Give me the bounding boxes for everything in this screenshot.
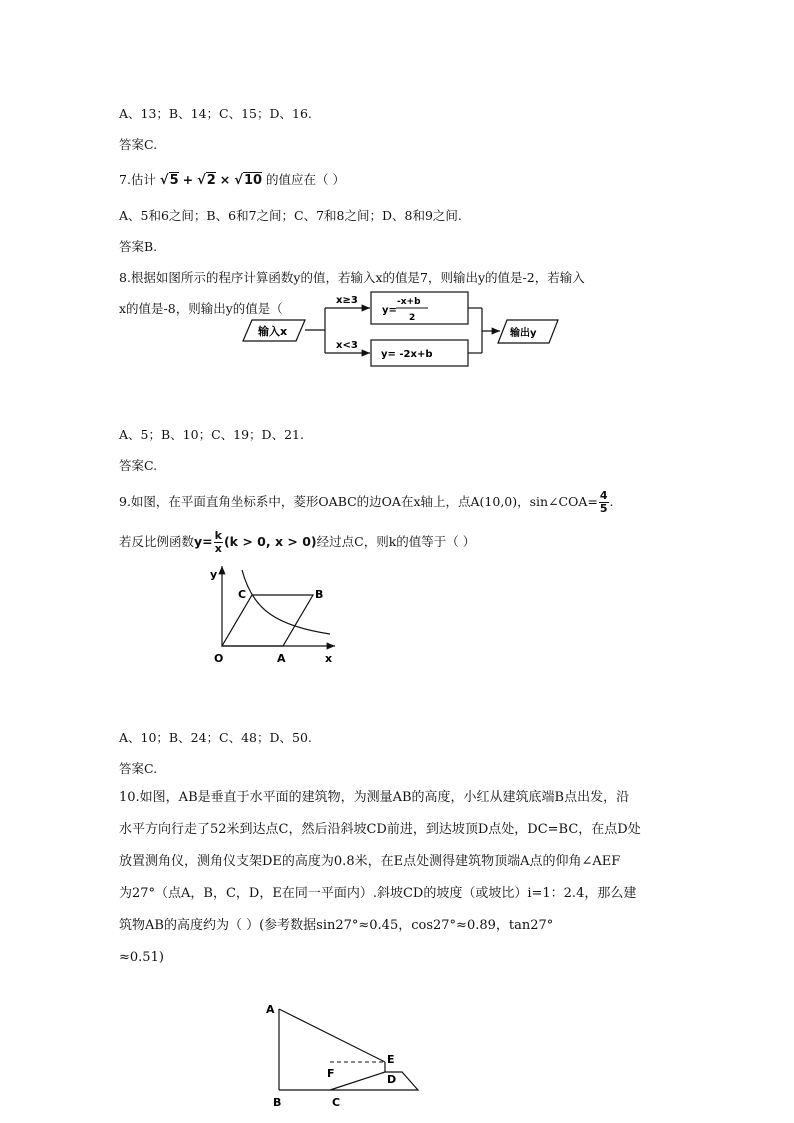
q8-line1: 8.根据如图所示的程序计算函数y的值，若输入x的值是7，则输出y的值是-2，若输入 xyxy=(119,270,585,285)
label-b: B xyxy=(315,588,324,601)
plus-sign: + xyxy=(182,172,194,187)
fig-label-e: E xyxy=(387,1053,395,1066)
q9-line1-end: . xyxy=(609,494,614,509)
label-x: x xyxy=(325,652,333,665)
lower-formula: y= -2x+b xyxy=(381,349,433,360)
fig-label-c: C xyxy=(332,1096,341,1109)
sqrt-5: √5 xyxy=(159,173,179,188)
q8-line2: x的值是-8，则输出y的值是（ xyxy=(119,301,283,316)
q9-options: A、10；B、24；C、48；D、50. xyxy=(119,730,312,745)
q6-options: A、13；B、14；C、15；D、16. xyxy=(119,106,312,121)
upper-den: 2 xyxy=(409,313,416,323)
q10-line: ≈0.51) xyxy=(119,950,164,965)
q8-options: A、5；B、10；C、19；D、21. xyxy=(119,427,304,442)
q10-line: 放置测角仪，测角仪支架DE的高度为0.8米，在E点处测得建筑物顶端A点的仰角∠AEF xyxy=(119,854,621,869)
sqrt-10: √10 xyxy=(234,173,263,188)
input-label: 输入x xyxy=(258,325,288,338)
cond-upper: x≥3 xyxy=(336,295,358,306)
q9-line1-text: 9.如图，在平面直角坐标系中，菱形OABC的边OA在x轴上，点A(10,0)，sin∠COA= xyxy=(119,494,598,509)
q7-answer: 答案B. xyxy=(119,239,158,254)
func-lhs: y= xyxy=(194,534,213,549)
q6-answer: 答案C. xyxy=(119,137,158,152)
q9-line2-prefix: 若反比例函数 xyxy=(119,534,195,549)
q10-line: 10.如图，AB是垂直于水平面的建筑物，为测量AB的高度，小红从建筑底端B点出发，沿 xyxy=(119,790,630,805)
q9-answer: 答案C. xyxy=(119,761,158,776)
q7-prefix: 7.估计 xyxy=(119,172,156,187)
output-label: 输出y xyxy=(510,328,537,339)
sight-line-ae xyxy=(279,1009,385,1062)
cond-lower: x<3 xyxy=(336,340,358,351)
fig-label-f: F xyxy=(327,1067,335,1080)
q8-answer: 答案C. xyxy=(119,458,158,473)
func-fraction: $\frac{k}{x}$ xyxy=(214,529,222,555)
q10-line: 为27°（点A，B，C，D，E在同一平面内）.斜坡CD的坡度（或坡比）i=1：2.4，那么建 xyxy=(119,886,637,901)
q10-line: 筑物AB的高度约为（ ）(参考数据sin27°≈0.45，cos27°≈0.89，tan27° xyxy=(119,918,554,933)
label-y: y xyxy=(210,568,218,581)
label-a: A xyxy=(277,652,286,665)
q7-options: A、5和6之间；B、6和7之间；C、7和8之间；D、8和9之间. xyxy=(119,208,462,223)
q10-line: 水平方向行走了52米到达点C，然后沿斜坡CD前进，到达坡顶D点处，DC=BC，在点D处 xyxy=(119,822,641,837)
fig-label-a: A xyxy=(266,1003,275,1016)
sqrt-2: √2 xyxy=(197,173,216,188)
slope-cd xyxy=(330,1072,418,1090)
sin-fraction: $\frac{4}{5}$ xyxy=(599,489,608,515)
q7-suffix: 的值应在（ ） xyxy=(266,172,345,187)
upper-num: -x+b xyxy=(397,297,421,307)
q9-line2-suffix: 经过点C，则k的值等于（ ） xyxy=(316,534,476,549)
times-sign: × xyxy=(219,172,231,187)
label-c: C xyxy=(238,588,247,601)
func-condition: (k > 0, x > 0) xyxy=(223,534,317,549)
label-o: O xyxy=(214,652,224,665)
upper-lhs: y= xyxy=(382,305,397,316)
fig-label-d: D xyxy=(387,1073,397,1086)
fig-label-b: B xyxy=(273,1096,282,1109)
